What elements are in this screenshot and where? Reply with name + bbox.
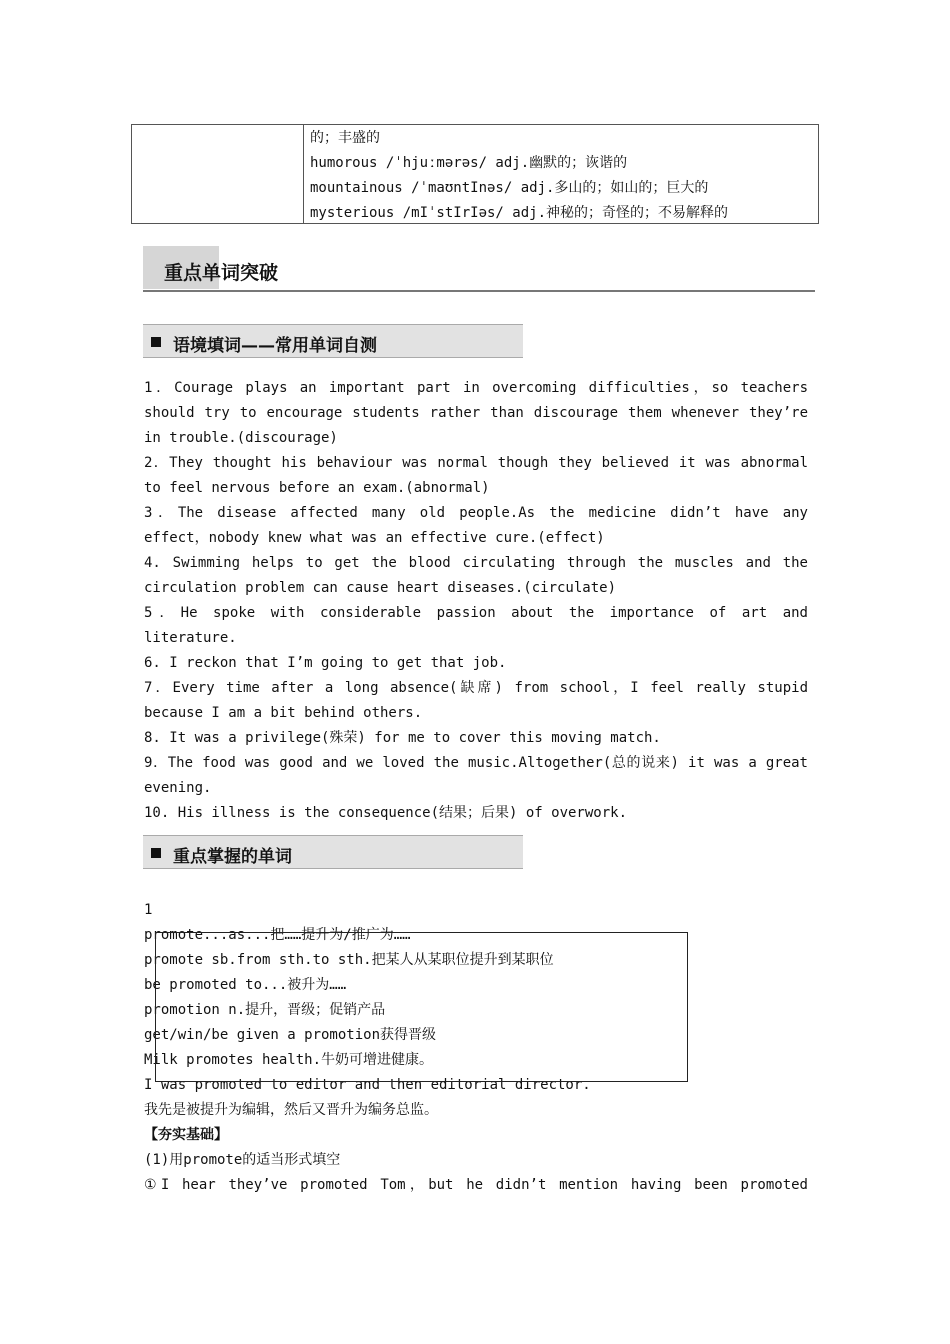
exercise-list — [144, 376, 808, 826]
word-usage-line: get/win/be given a promotion获得晋级 — [144, 1027, 437, 1043]
vocab-line: mountainous /ˈmaʊntInəs/ adj.多山的；如山的；巨大的 — [310, 180, 709, 196]
word-usage-line: be promoted to...被升为…… — [144, 977, 347, 993]
word-usage-line: 我先是被提升为编辑，然后又晋升为编务总监。 — [144, 1102, 438, 1118]
exercise-line: 9．The food was good and we loved the music.Altogether(总的说来) it was a great — [144, 755, 808, 771]
word-number: 1 — [144, 902, 153, 918]
vocab-table — [131, 124, 819, 224]
vocab-line: mysterious /mIˈstIrIəs/ adj.神秘的；奇怪的；不易解释的 — [310, 205, 729, 221]
section-header — [143, 246, 815, 292]
exercise-line: 2．They thought his behaviour was normal though they believed it was abnormal — [144, 455, 808, 471]
consolidate-basics-label: 【夯实基础】 — [144, 1127, 228, 1143]
sub-header-key-words — [143, 835, 523, 869]
task-item: ①I hear they’ve promoted Tom，but he didn’t mention having been promoted — [144, 1177, 808, 1193]
textbox-frame — [155, 932, 688, 1082]
exercise-line: 3．The disease affected many old people.As the medicine didn’t have any — [144, 505, 808, 521]
exercise-line: 10. His illness is the consequence(结果；后果) of overwork. — [144, 805, 628, 821]
sub-header-label: 语境填词——常用单词自测 — [173, 336, 377, 356]
exercise-line: in trouble.(discourage) — [144, 430, 338, 446]
word-usage-line: Milk promotes health.牛奶可增进健康。 — [144, 1052, 434, 1068]
vocab-line: humorous /ˈhjuːmərəs/ adj.幽默的；诙谐的 — [310, 155, 628, 171]
exercise-line: evening. — [144, 780, 212, 796]
word-usage-line: promote...as...把……提升为/推广为…… — [144, 927, 411, 943]
exercise-line: 4. Swimming helps to get the blood circulating through the muscles and the — [144, 555, 808, 571]
exercise-line: 6. I reckon that I’m going to get that job. — [144, 655, 507, 671]
vocab-line: 的；丰盛的 — [310, 130, 380, 146]
table-column-divider — [303, 125, 304, 223]
exercise-line: to feel nervous before an exam.(abnormal) — [144, 480, 490, 496]
exercise-line: 5．He spoke with considerable passion about the importance of art and — [144, 605, 808, 621]
task-instruction: (1)用promote的适当形式填空 — [144, 1152, 341, 1168]
exercise-line: because I am a bit behind others. — [144, 705, 423, 721]
word-usage-line: promote sb.from sth.to sth.把某人从某职位提升到某职位 — [144, 952, 554, 968]
word-usage-line: promotion n.提升，晋级；促销产品 — [144, 1002, 386, 1018]
section-title: 重点单词突破 — [164, 262, 279, 284]
square-bullet-icon — [151, 848, 161, 858]
exercise-line: literature. — [144, 630, 237, 646]
vocab-table-cell — [310, 126, 814, 226]
exercise-line: effect，nobody knew what was an effective cure.(effect) — [144, 530, 605, 546]
square-bullet-icon — [151, 337, 161, 347]
exercise-line: 7．Every time after a long absence(缺席) from school，I feel really stupid — [144, 680, 808, 696]
exercise-line: should try to encourage students rather than discourage them whenever they’re — [144, 405, 808, 421]
sub-header-label: 重点掌握的单词 — [173, 847, 292, 867]
exercise-line: 1．Courage plays an important part in overcoming difficulties，so teachers — [144, 380, 808, 396]
exercise-line: circulation problem can cause heart diseases.(circulate) — [144, 580, 617, 596]
word-usage-line: I was promoted to editor and then editorial director. — [144, 1077, 591, 1093]
exercise-line: 8. It was a privilege(殊荣) for me to cover this moving match. — [144, 730, 661, 746]
sub-header-context-fill — [143, 324, 523, 358]
